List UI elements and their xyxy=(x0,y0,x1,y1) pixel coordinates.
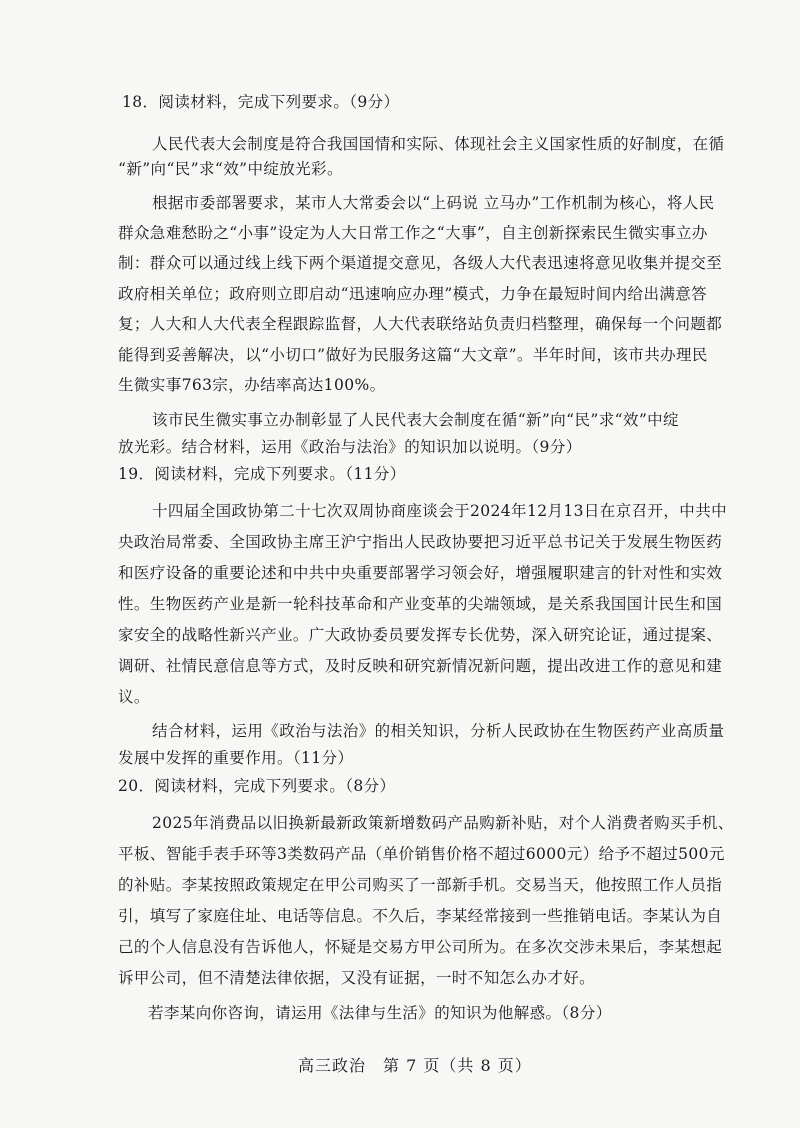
q18-material-line: 制：群众可以通过线上线下两个渠道提交意见，各级人大代表迅速将意见收集并提交至 xyxy=(118,254,723,272)
q20-material-line: 的补贴。李某按照政策规定在甲公司购买了一部新手机。交易当天，他按照工作人员指 xyxy=(118,876,723,894)
q20-header: 20．阅读材料，完成下列要求。（8分） xyxy=(118,777,396,795)
q18-header: 18．阅读材料，完成下列要求。（9分） xyxy=(122,93,400,111)
q20-material-line: 引，填写了家庭住址、电话等信息。不久后，李某经常接到一些推销电话。李某认为自 xyxy=(118,907,723,925)
q19-material-line: 和医疗设备的重要论述和中共中央重要部署学习领会好，增强履职建言的针对性和实效 xyxy=(118,564,723,582)
q18-material-line: 根据市委部署要求，某市人大常委会以“上码说 立马办”工作机制为核心，将人民 xyxy=(152,194,715,212)
q19-material-line: 议。 xyxy=(118,688,150,706)
q19-header: 19．阅读材料，完成下列要求。（11分） xyxy=(118,465,406,483)
q20-material-line: 平板、智能手表手环等3类数码产品（单价销售价格不超过6000元）给予不超过500元 xyxy=(118,845,725,863)
q18-material-line: 政府相关单位；政府则立即启动“迅速响应办理”模式，力争在最短时间内给出满意答 xyxy=(118,285,708,303)
q18-material-line: 人民代表大会制度是符合我国国情和实际、体现社会主义国家性质的好制度，在循 xyxy=(152,135,725,153)
q19-material-line: 调研、社情民意信息等方式，及时反映和研究新情况新问题，提出改进工作的意见和建 xyxy=(118,657,723,675)
q19-material-line: 家安全的战略性新兴产业。广大政协委员要发挥专长优势，深入研究论证，通过提案、 xyxy=(118,626,723,644)
q20-task-line: 若李某向你咨询，请运用《法律与生活》的知识为他解惑。（8分） xyxy=(148,1004,612,1022)
q18-material-line: 生微实事763宗，办结率高达100%。 xyxy=(118,376,386,394)
q20-material-line: 2025年消费品以旧换新最新政策新增数码产品购新补贴，对个人消费者购买手机、 xyxy=(152,814,734,832)
q18-material-line: “新”向“民”求“效”中绽放光彩。 xyxy=(118,160,343,178)
q18-material-line: 复；人大和人大代表全程跟踪监督，人大代表联络站负责归档整理，确保每一个问题都 xyxy=(118,315,723,333)
q20-material-line: 己的个人信息没有告诉他人，怀疑是交易方甲公司所为。在多次交涉未果后，李某想起 xyxy=(118,938,723,956)
q19-material-line: 十四届全国政协第二十七次双周协商座谈会于2024年12月13日在京召开，中共中 xyxy=(152,502,727,520)
q18-material-line: 群众急难愁盼之“小事”设定为人大日常工作之“大事”，自主创新探索民生微实事立办 xyxy=(118,224,708,242)
q20-material-line: 诉甲公司，但不清楚法律依据，又没有证据，一时不知怎么办才好。 xyxy=(118,969,596,987)
q19-task-line: 结合材料，运用《政治与法治》的相关知识，分析人民政协在生物医药产业高质量 xyxy=(152,722,725,740)
q19-material-line: 性。生物医药产业是新一轮科技革命和产业变革的尖端领域，是关系我国国计民生和国 xyxy=(118,595,723,613)
q18-task-line: 该市民生微实事立办制彰显了人民代表大会制度在循“新”向“民”求“效”中绽 xyxy=(152,411,679,429)
q18-material-line: 能得到妥善解决，以“小切口”做好为民服务这篇“大文章”。半年时间，该市共办理民 xyxy=(118,346,708,364)
q18-task-line: 放光彩。结合材料，运用《政治与法治》的知识加以说明。（9分） xyxy=(118,438,582,456)
q19-task-line: 发展中发挥的重要作用。（11分） xyxy=(118,749,354,767)
q19-material-line: 央政治局常委、全国政协主席王沪宁指出人民政协要把习近平总书记关于发展生物医药 xyxy=(118,533,723,551)
page-footer: 高三政治 第 7 页（共 8 页） xyxy=(298,1056,532,1075)
